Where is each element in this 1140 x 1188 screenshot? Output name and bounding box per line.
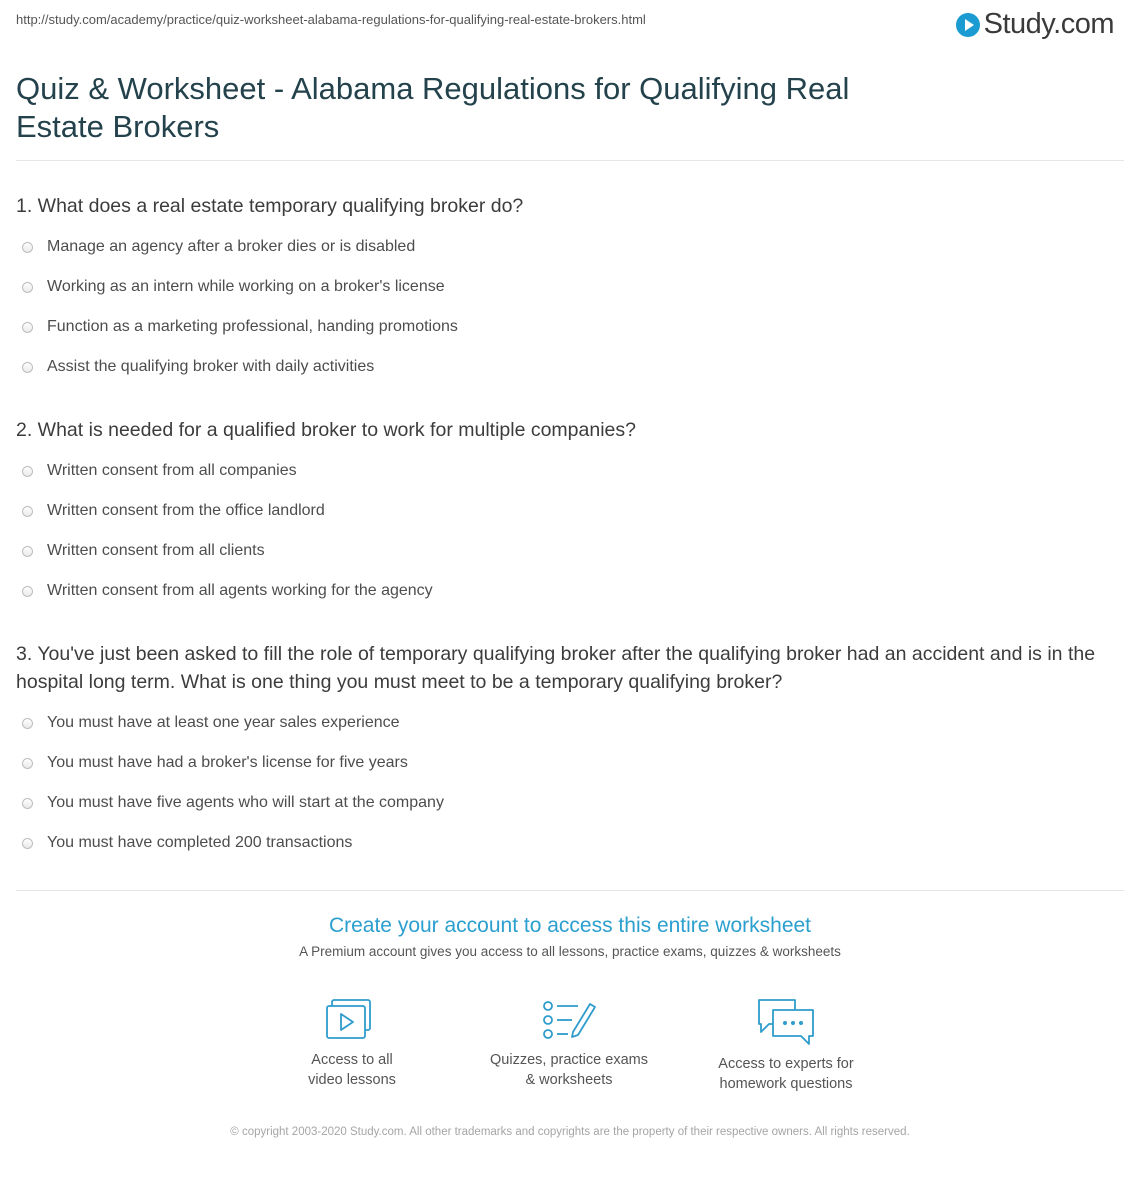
answer-option[interactable] (22, 500, 325, 522)
answer-label: Written consent from all companies (47, 462, 297, 479)
answer-option[interactable] (22, 832, 352, 854)
play-logo-icon (956, 13, 980, 37)
question-3: 3. You've just been asked to fill the role of temporary qualifying broker after the qualifying broker had an accident and is in the hospital long term. What is one thing you must meet to be a temporary qualifying broker? (16, 643, 1096, 693)
radio-button[interactable] (22, 838, 33, 849)
answer-option[interactable] (22, 356, 374, 378)
feature-label: Quizzes, practice exams (490, 1052, 648, 1068)
answer-label: Written consent from all clients (47, 542, 265, 559)
answer-label: Function as a marketing professional, handing promotions (47, 318, 458, 335)
page-title: Quiz & Worksheet - Alabama Regulations for Qualifying Real Estate Brokers (16, 71, 850, 144)
divider (16, 890, 1124, 891)
radio-button[interactable] (22, 506, 33, 517)
feature-label: Access to all (311, 1052, 393, 1068)
radio-button[interactable] (22, 546, 33, 557)
cta-subtitle: A Premium account gives you access to all lessons, practice exams, quizzes & worksheets (299, 944, 841, 959)
radio-button[interactable] (22, 322, 33, 333)
answer-label: Assist the qualifying broker with daily activities (47, 358, 375, 375)
answer-option[interactable] (22, 580, 433, 602)
answer-option[interactable] (22, 316, 458, 338)
radio-button[interactable] (22, 718, 33, 729)
answer-label: You must have at least one year sales experience (47, 714, 400, 731)
feature-label: & worksheets (525, 1072, 613, 1088)
answer-option[interactable] (22, 712, 400, 734)
radio-button[interactable] (22, 758, 33, 769)
feature-label: homework questions (719, 1076, 853, 1092)
cta-title-link[interactable]: Create your account to access this entire worksheet (328, 914, 812, 937)
radio-button[interactable] (22, 242, 33, 253)
logo-text: Study.com (983, 8, 1114, 40)
feature-experts (686, 996, 886, 1094)
quiz-checklist-icon (540, 996, 598, 1044)
feature-label: video lessons (308, 1072, 396, 1088)
question-2: 2. What is needed for a qualified broker to work for multiple companies? (16, 419, 636, 441)
answer-option[interactable] (22, 792, 444, 814)
answer-option[interactable] (22, 460, 297, 482)
feature-label: Access to experts for (718, 1056, 854, 1072)
answer-label: Written consent from all agents working for the agency (47, 582, 433, 599)
question-1: 1. What does a real estate temporary qualifying broker do? (16, 195, 524, 217)
answer-label: You must have completed 200 transactions (47, 834, 353, 851)
chat-bubbles-icon (755, 996, 817, 1048)
radio-button[interactable] (22, 362, 33, 373)
study-logo[interactable] (956, 8, 1114, 41)
answer-label: Written consent from the office landlord (47, 502, 325, 519)
answer-option[interactable] (22, 236, 415, 258)
answer-label: Manage an agency after a broker dies or is disabled (47, 238, 416, 255)
feature-video-lessons (252, 996, 452, 1090)
answer-label: Working as an intern while working on a broker's license (47, 278, 445, 295)
radio-button[interactable] (22, 586, 33, 597)
video-lessons-icon (323, 996, 381, 1044)
answer-option[interactable] (22, 752, 408, 774)
answer-option[interactable] (22, 276, 445, 298)
answer-option[interactable] (22, 540, 265, 562)
answer-label: You must have had a broker's license for five years (47, 754, 408, 771)
feature-quizzes (469, 996, 669, 1090)
copyright-footer: © copyright 2003-2020 Study.com. All other trademarks and copyrights are the property of their respective owners. All rights reserved. (230, 1126, 910, 1138)
radio-button[interactable] (22, 466, 33, 477)
page-url: http://study.com/academy/practice/quiz-worksheet-alabama-regulations-for-qualifying-real-estate-brokers.html (16, 12, 646, 27)
radio-button[interactable] (22, 798, 33, 809)
answer-label: You must have five agents who will start at the company (47, 794, 444, 811)
radio-button[interactable] (22, 282, 33, 293)
divider (16, 160, 1124, 161)
